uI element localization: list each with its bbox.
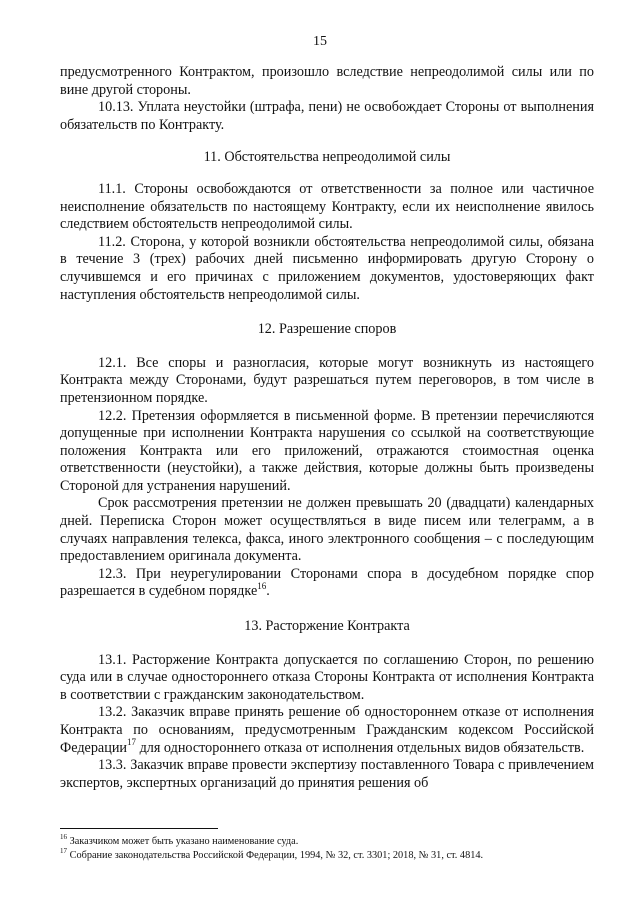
- paragraph-13-3: 13.3. Заказчик вправе провести экспертизу поставленного Товара с привлечением экспертов, экспертных организаций до принятия решения об: [60, 757, 594, 791]
- paragraph-10-13: 10.13. Уплата неустойки (штрафа, пени) не освобождает Стороны от выполнения обязательств по Контракту.: [60, 99, 594, 133]
- paragraph-claim-term: Срок рассмотрения претензии не должен превышать 20 (двадцати) календарных дней. Переписка Сторон может осуществляться в виде писем или телеграмм, а в случаях направления телекса, факса, иного электронного сообщения – с последующим предоставлением оригинала документа.: [60, 495, 594, 565]
- paragraph-13-2: 13.2. Заказчик вправе принять решение об одностороннем отказе от исполнения Контракта по основаниям, предусмотренным Гражданским кодексом Российской Федерации$^{17}$ для одностороннего отказа от исполнения отдельных видов обязательств.: [60, 704, 594, 756]
- paragraph-12-3: 12.3. При неурегулировании Сторонами спора в досудебном порядке спор разрешается в судебном порядке$^{16}$.: [60, 565, 594, 600]
- paragraph-11-1: 11.1. Стороны освобождаются от ответственности за полное или частичное неисполнение обязательств по настоящему Контракту, если их неисполнение явилось следствием обстоятельств непреодолимой силы.: [60, 180, 594, 233]
- footnote-ref-17: 17: [127, 736, 137, 747]
- paragraph-12-1: 12.1. Все споры и разногласия, которые могут возникнуть из настоящего Контракта между Сторонами, будут разрешаться путем переговоров, в том числе в претензионном порядке.: [60, 354, 594, 406]
- footnote-separator: [60, 828, 218, 829]
- paragraph-12-2: 12.2. Претензия оформляется в письменной форме. В претензии перечисляются допущенные при исполнении Контракта нарушения со ссылкой на соответствующие положения Контракта или его приложений, отражаются стоимостная оценка ответственности (неустойки), а также действия, которые должны быть произведены Стороной для устранения нарушений.: [60, 407, 594, 494]
- section-heading-13: 13. Расторжение Контракта: [244, 618, 410, 635]
- paragraph-11-2: 11.2. Сторона, у которой возникли обстоятельства непреодолимой силы, обязана в течение 3 (трех) рабочих дней письменно информировать другую Сторону о случившемся и его причинах с приложением документов, удостоверяющих факт наступления обстоятельств непреодолимой силы.: [60, 233, 594, 303]
- page-number: 15: [313, 34, 327, 49]
- footnote-17: $^{17}$ Собрание законодательства Российской Федерации, 1994, № 32, ст. 3301; 2018, № 31, ст. 4814.: [60, 846, 484, 861]
- section-heading-12: 12. Разрешение споров: [257, 321, 397, 338]
- footnote-ref-16: 16: [257, 580, 267, 591]
- paragraph-13-1: 13.1. Расторжение Контракта допускается по соглашению Сторон, по решению суда или в случае одностороннего отказа Стороны Контракта от исполнения Контракта в соответствии с гражданским законодательством.: [60, 651, 594, 703]
- footnotes: [60, 832, 600, 863]
- paragraph: предусмотренного Контрактом, произошло вследствие непреодолимой силы или по вине другой стороны.: [60, 64, 594, 98]
- document-body: [60, 64, 594, 792]
- footnote-16: $^{16}$ Заказчиком может быть указано наименование суда.: [60, 832, 299, 847]
- section-heading-11: 11. Обстоятельства непреодолимой силы: [203, 149, 451, 166]
